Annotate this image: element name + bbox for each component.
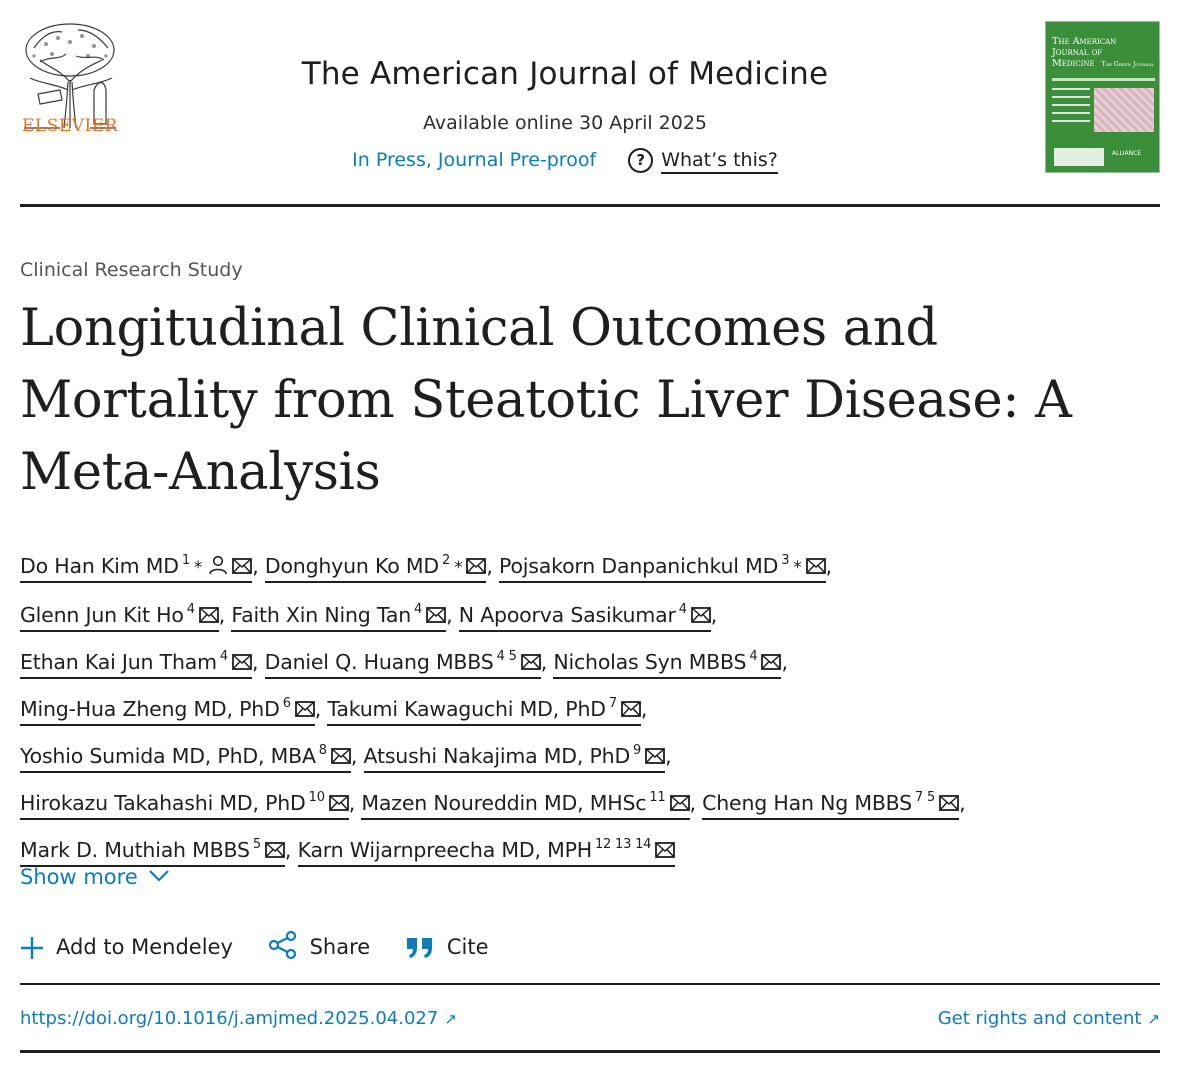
corresponding-star: * bbox=[193, 558, 203, 578]
affiliation-sup[interactable]: 4 bbox=[678, 602, 687, 617]
doi-link[interactable] bbox=[20, 1008, 457, 1029]
author-name: Nicholas Syn MBBS bbox=[553, 650, 747, 674]
plus-icon bbox=[20, 936, 44, 960]
article-actions bbox=[20, 930, 517, 960]
envelope-icon[interactable] bbox=[691, 607, 711, 623]
envelope-icon[interactable] bbox=[329, 795, 349, 811]
article-title: Longitudinal Clinical Outcomes and Mortality from Steatotic Liver Disease: A Meta-Analysis bbox=[20, 299, 1072, 502]
author-link[interactable] bbox=[499, 554, 826, 583]
rights-text: Get rights and content bbox=[937, 1008, 1142, 1029]
affiliation-sup[interactable]: 3 bbox=[781, 553, 790, 568]
affiliation-sup[interactable]: 4 bbox=[749, 649, 758, 664]
publisher-name[interactable]: ELSEVIER bbox=[22, 116, 118, 136]
share-icon bbox=[268, 930, 298, 960]
journal-cover-thumbnail[interactable] bbox=[1045, 21, 1160, 173]
affiliation-sup[interactable]: 4 bbox=[219, 649, 228, 664]
affiliation-sup[interactable]: 6 bbox=[282, 696, 291, 711]
author-link[interactable] bbox=[20, 838, 285, 867]
author-name: Glenn Jun Kit Ho bbox=[20, 603, 184, 627]
author-link[interactable] bbox=[20, 697, 315, 726]
whats-this-link[interactable]: What’s this? bbox=[661, 149, 778, 174]
author-link[interactable] bbox=[20, 554, 252, 583]
envelope-icon[interactable] bbox=[939, 795, 959, 811]
cover-title-line-3: Medicine bbox=[1052, 58, 1095, 69]
author-link[interactable] bbox=[20, 603, 219, 632]
author-name: Cheng Han Ng MBBS bbox=[702, 791, 912, 815]
bottom-rule bbox=[20, 1050, 1160, 1053]
cover-alliance-label: ALLIANCE bbox=[1112, 150, 1142, 157]
show-more-label: Show more bbox=[20, 865, 138, 889]
envelope-icon[interactable] bbox=[295, 701, 315, 717]
affiliation-sup[interactable]: 5 bbox=[252, 837, 261, 852]
affiliation-sup[interactable]: 4 bbox=[186, 602, 195, 617]
person-icon[interactable] bbox=[208, 555, 228, 575]
author-link[interactable] bbox=[20, 650, 252, 679]
author-link[interactable] bbox=[459, 603, 711, 632]
envelope-icon[interactable] bbox=[621, 701, 641, 717]
author-link[interactable] bbox=[20, 744, 351, 773]
author-link[interactable] bbox=[20, 791, 349, 820]
affiliation-sup[interactable]: 4 5 bbox=[496, 649, 517, 664]
author-link[interactable] bbox=[265, 554, 487, 583]
author-name: Mazen Noureddin MD, MHSc bbox=[361, 791, 647, 815]
envelope-icon[interactable] bbox=[199, 607, 219, 623]
author-name: Pojsakorn Danpanichkul MD bbox=[499, 554, 779, 578]
external-link-icon: ↗ bbox=[1147, 1010, 1160, 1028]
cover-text-lines bbox=[1052, 88, 1090, 128]
journal-header bbox=[20, 0, 1160, 207]
affiliation-sup[interactable]: 4 bbox=[414, 602, 423, 617]
cover-image bbox=[1094, 88, 1154, 132]
show-more-button[interactable] bbox=[20, 865, 170, 889]
quote-icon bbox=[405, 936, 435, 960]
author-name: Ming-Hua Zheng MD, PhD bbox=[20, 697, 280, 721]
envelope-icon[interactable] bbox=[806, 558, 826, 574]
author-name: Daniel Q. Huang MBBS bbox=[264, 650, 494, 674]
envelope-icon[interactable] bbox=[521, 654, 541, 670]
author-name: N Apoorva Sasikumar bbox=[458, 603, 676, 627]
author-link[interactable] bbox=[361, 791, 689, 820]
external-link-icon: ↗ bbox=[444, 1010, 457, 1028]
author-list: Do Han Kim MD $^1$ * , Donghyun Ko MD $^2$ * , Pojsakorn Danpanichkul MD $^3$ * , Glenn Jun Kit Ho $^4$ , Faith Xin Ning Tan $^4$ , N Apoorva Sasikumar $^4$ , Ethan Kai Jun Tham $^4$ , Daniel Q. Huang MBBS $^{4 5}$ , Nicholas Syn MBBS $^4$ , Ming-Hua Zheng MD, PhD $^6$ , Takumi Kawaguchi MD, PhD $^7$ , Yoshio Sumida MD, PhD, MBA $^8$ , Atsushi Nakajima MD, PhD $^9$ , Hirokazu Takahashi MD, PhD $^{10}$ , Mazen Noureddin MD, MHSc $^{11}$ , Cheng Han Ng MBBS $^{7 5}$ , Mark D. Muthiah MBBS $^5$ , Karn Wijarnpreecha MD, MPH $^{12 13 14}$ bbox=[20, 540, 1170, 871]
envelope-icon[interactable] bbox=[426, 607, 446, 623]
affiliation-sup[interactable]: 7 bbox=[608, 696, 617, 711]
cite-label: Cite bbox=[446, 935, 489, 959]
cover-title-line-2: Journal of bbox=[1052, 47, 1103, 58]
section-divider bbox=[20, 983, 1160, 985]
envelope-icon[interactable] bbox=[331, 748, 351, 764]
chevron-down-icon bbox=[148, 869, 170, 883]
envelope-icon[interactable] bbox=[232, 654, 252, 670]
article-category: Clinical Research Study bbox=[20, 259, 243, 281]
add-to-mendeley-label: Add to Mendeley bbox=[56, 935, 233, 959]
author-link[interactable] bbox=[327, 697, 641, 726]
affiliation-sup[interactable]: 7 5 bbox=[915, 790, 936, 805]
affiliation-sup[interactable]: 2 bbox=[441, 553, 451, 568]
author-name: Ethan Kai Jun Tham bbox=[20, 650, 217, 674]
author-name: Atsushi Nakajima MD, PhD bbox=[363, 744, 631, 768]
affiliation-sup[interactable]: 11 bbox=[649, 790, 666, 805]
cover-title-line-1: The American bbox=[1052, 36, 1117, 47]
author-name: Takumi Kawaguchi MD, PhD bbox=[327, 697, 606, 721]
author-name: Do Han Kim MD bbox=[20, 554, 179, 578]
envelope-icon[interactable] bbox=[466, 558, 486, 574]
corresponding-star: * bbox=[454, 558, 463, 578]
envelope-icon[interactable] bbox=[232, 558, 252, 574]
add-to-mendeley-button[interactable] bbox=[20, 935, 233, 960]
author-name: Hirokazu Takahashi MD, PhD bbox=[20, 791, 306, 815]
envelope-icon[interactable] bbox=[265, 842, 285, 858]
affiliation-sup[interactable]: 10 bbox=[308, 790, 325, 805]
cover-tagline: The Green Journal bbox=[1101, 61, 1155, 68]
author-name: Faith Xin Ning Tan bbox=[231, 603, 412, 627]
available-online-date: Available online 30 April 2025 bbox=[422, 112, 708, 134]
cover-title bbox=[1052, 36, 1156, 70]
envelope-icon[interactable] bbox=[655, 842, 675, 858]
author-link[interactable] bbox=[553, 650, 781, 679]
share-label: Share bbox=[309, 935, 371, 959]
author-link[interactable] bbox=[298, 838, 676, 867]
share-button[interactable] bbox=[268, 930, 371, 960]
author-link[interactable] bbox=[265, 650, 541, 679]
cover-band bbox=[1052, 78, 1155, 81]
author-link[interactable] bbox=[231, 603, 446, 632]
affiliation-sup[interactable]: 8 bbox=[318, 743, 327, 758]
author-name: Karn Wijarnpreecha MD, MPH bbox=[297, 838, 592, 862]
doi-text: https://doi.org/10.1016/j.amjmed.2025.04.027 bbox=[20, 1008, 439, 1029]
cover-barcode-box bbox=[1054, 148, 1104, 166]
question-circle-icon[interactable]: ? bbox=[628, 148, 653, 173]
author-name: Mark D. Muthiah MBBS bbox=[20, 838, 250, 862]
author-link[interactable] bbox=[364, 744, 666, 773]
cite-button[interactable] bbox=[405, 935, 489, 960]
affiliation-sup[interactable]: 9 bbox=[633, 743, 642, 758]
author-link[interactable] bbox=[702, 791, 959, 820]
envelope-icon[interactable] bbox=[645, 748, 665, 764]
journal-title[interactable]: The American Journal of Medicine bbox=[301, 56, 829, 92]
publication-status-row bbox=[200, 148, 930, 173]
envelope-icon[interactable] bbox=[761, 654, 781, 670]
in-press-link[interactable]: In Press, Journal Pre-proof bbox=[352, 149, 597, 171]
envelope-icon[interactable] bbox=[670, 795, 690, 811]
corresponding-star: * bbox=[793, 558, 802, 578]
author-name: Yoshio Sumida MD, PhD, MBA bbox=[20, 744, 316, 768]
author-name: Donghyun Ko MD bbox=[264, 554, 439, 578]
rights-and-content-link[interactable] bbox=[938, 1008, 1160, 1029]
affiliation-sup[interactable]: 12 13 14 bbox=[594, 837, 652, 852]
affiliation-sup[interactable]: 1 bbox=[181, 553, 190, 568]
